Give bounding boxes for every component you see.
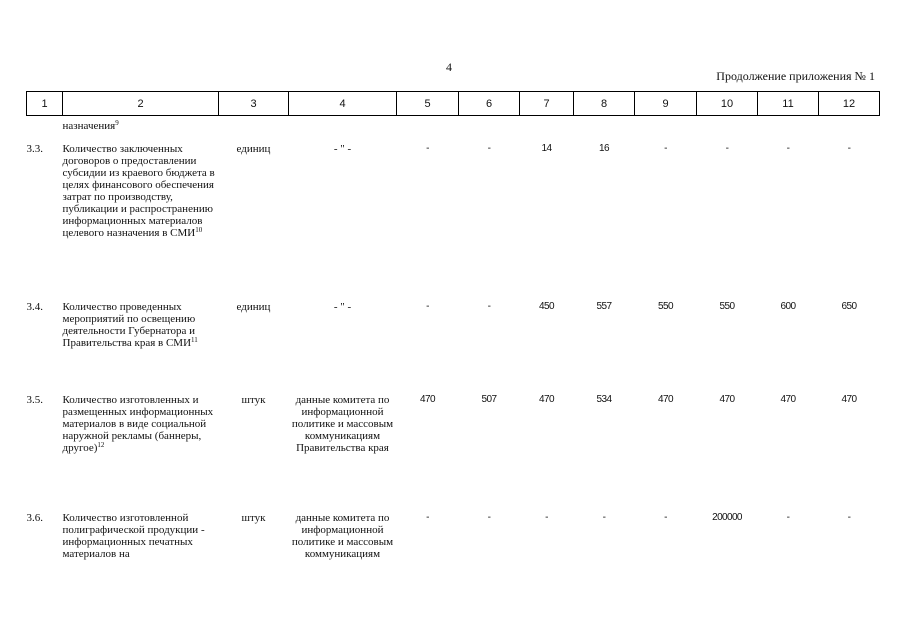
value-cell: 600 [780,301,796,312]
value-cell: - [664,143,667,154]
indicator-name: Количество заключенных договоров о предоставлении субсидии из краевого бюджета в целях финансового обеспечения затрат по производству, публикации и распространению информационных материалов целевого назначения в СМИ$^{10}$ [62,143,215,239]
value-cell: - [426,143,429,154]
col-header: 5 [397,92,459,116]
value-cell: 14 [541,143,552,154]
value-cell: 16 [599,143,609,154]
unit-cell: штук [241,512,266,524]
value-cell: 200000 [712,512,742,523]
table-row [27,394,880,512]
source-cell: данные комитета по информационной политике и массовым коммуникациям Правительства края [291,394,394,454]
value-cell: 470 [780,394,796,405]
value-cell: 550 [658,301,673,312]
value-cell: 470 [658,394,673,405]
col-header: 6 [459,92,520,116]
row-number: 3.5. [26,394,43,406]
value-cell: - [602,512,606,523]
value-cell: - [725,143,729,154]
col-header: 3 [219,92,289,116]
col-header: 9 [635,92,697,116]
value-cell: - [545,512,548,523]
col-header: 2 [63,92,219,116]
value-cell: - [786,512,790,523]
value-cell: - [664,512,667,523]
value-cell: - [487,301,491,312]
value-cell: - [786,143,790,154]
value-cell: 470 [539,394,554,405]
value-cell: 550 [719,301,735,312]
col-header: 7 [520,92,574,116]
table-row [27,301,880,394]
unit-cell: единиц [236,301,271,313]
value-cell: 470 [841,394,857,405]
col-header: 8 [574,92,635,116]
col-header: 11 [758,92,819,116]
continuation-row [27,116,880,144]
value-cell: - [847,143,851,154]
value-cell: - [426,512,429,523]
row-number: 3.3. [26,143,43,155]
value-cell: - [487,512,491,523]
source-cell: - " - [333,301,352,313]
row-number: 3.6. [26,512,43,524]
row-number: 3.4. [26,301,43,313]
value-cell: 557 [596,301,612,312]
source-cell: - " - [333,143,352,155]
value-cell: 507 [481,394,497,405]
page-number: 4 [446,60,452,74]
source-cell: данные комитета по информационной политике и массовым коммуникациям [291,512,394,560]
unit-cell: штук [241,394,266,406]
indicator-name: Количество изготовленных и размещенных информационных материалов в виде социальной наружной рекламы (баннеры, другое)$^{12}$ [62,394,214,454]
table-row [27,512,880,582]
indicator-name: Количество проведенных мероприятий по освещению деятельности Губернатора и Правительства края в СМИ$^{11}$ [62,301,198,349]
header-row [27,92,880,116]
indicator-name: назначения$^9$ [62,119,119,132]
col-header: 1 [27,92,63,116]
continuation-label: Продолжение приложения № 1 [716,69,875,83]
table-row [27,143,880,301]
col-header: 10 [697,92,758,116]
indicators-table [26,91,880,582]
value-cell: - [847,512,851,523]
col-header: 12 [819,92,880,116]
value-cell: 450 [539,301,554,312]
col-header: 4 [289,92,397,116]
value-cell: 650 [841,301,857,312]
value-cell: 470 [719,394,735,405]
value-cell: 470 [420,394,435,405]
value-cell: - [487,143,491,154]
unit-cell: единиц [236,143,271,155]
indicator-name: Количество изготовленной полиграфической продукции - информационных печатных материалов на [62,512,205,560]
value-cell: - [426,301,429,312]
value-cell: 534 [596,394,612,405]
